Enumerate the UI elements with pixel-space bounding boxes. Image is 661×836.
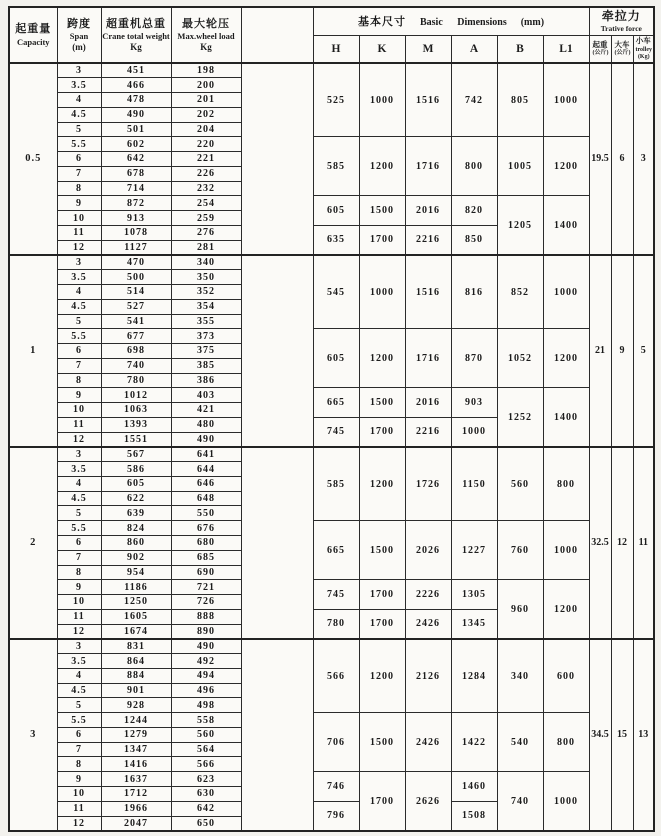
wheel-load-cell: 490	[171, 432, 241, 447]
dim-a-cell: 816	[451, 255, 497, 329]
span-cell: 7	[57, 166, 101, 181]
tractive-trolley-cell: 3	[633, 63, 654, 255]
tractive-crane-travel-cell: 9	[611, 255, 633, 447]
weight-cell: 884	[101, 668, 171, 683]
wheel-load-cell: 480	[171, 417, 241, 432]
weight-cell: 478	[101, 93, 171, 108]
basic-dimensions-group-header: 基本尺寸 Basic Dimensions (mm)	[313, 7, 589, 35]
weight-cell: 490	[101, 107, 171, 122]
tractive-force-group-header: 牵拉力 Trative force	[589, 7, 654, 35]
dim-m-cell: 1516	[405, 63, 451, 137]
dim-b-cell: 760	[497, 521, 543, 580]
dim-k-cell: 1000	[359, 63, 405, 137]
dim-k-cell: 1700	[359, 225, 405, 255]
wheel-load-cell: 642	[171, 801, 241, 816]
capacity-column-header: 起重量 Capacity	[9, 7, 57, 63]
span-cell: 6	[57, 727, 101, 742]
dim-a-cell: 1150	[451, 447, 497, 521]
dim-k-cell: 1700	[359, 580, 405, 610]
wheel-load-cell: 201	[171, 93, 241, 108]
weight-cell: 2047	[101, 816, 171, 831]
weight-cell: 831	[101, 639, 171, 654]
tractive-hoist-cell: 21	[589, 255, 611, 447]
capacity-cell: 0.5	[9, 63, 57, 255]
dim-b-cell: 1052	[497, 329, 543, 388]
weight-cell: 1605	[101, 609, 171, 624]
span-cell: 4.5	[57, 491, 101, 506]
span-cell: 10	[57, 595, 101, 610]
dim-l1-cell: 800	[543, 713, 589, 772]
span-cell: 7	[57, 550, 101, 565]
wheel-load-cell: 281	[171, 240, 241, 255]
span-cell: 4	[57, 284, 101, 299]
weight-cell: 1244	[101, 713, 171, 728]
dim-a-cell: 1227	[451, 521, 497, 580]
tractive-hoist-cell: 32.5	[589, 447, 611, 639]
dim-h-cell: 525	[313, 63, 359, 137]
wheel-load-cell: 254	[171, 196, 241, 211]
dim-a-cell: 1460	[451, 772, 497, 802]
weight-cell: 698	[101, 344, 171, 359]
capacity-cell: 1	[9, 255, 57, 447]
tractive-trolley-cell: 13	[633, 639, 654, 831]
weight-cell: 602	[101, 137, 171, 152]
dim-a-cell: 903	[451, 388, 497, 418]
dim-k-cell: 1200	[359, 639, 405, 713]
weight-cell: 1674	[101, 624, 171, 639]
dim-l1-cell: 1000	[543, 772, 589, 831]
weight-cell: 1637	[101, 772, 171, 787]
span-cell: 11	[57, 417, 101, 432]
span-cell: 5.5	[57, 521, 101, 536]
crane-spec-table	[8, 6, 655, 832]
wheel-load-cell: 550	[171, 506, 241, 521]
weight-cell: 780	[101, 373, 171, 388]
tractive-trolley-cell: 11	[633, 447, 654, 639]
dim-b-cell: 852	[497, 255, 543, 329]
wheel-load-cell: 200	[171, 78, 241, 93]
dim-a-cell: 800	[451, 137, 497, 196]
capacity-cell: 2	[9, 447, 57, 639]
weight-cell: 677	[101, 329, 171, 344]
wheel-load-cell: 641	[171, 447, 241, 462]
dim-h-cell: 706	[313, 713, 359, 772]
dim-l1-cell: 1000	[543, 521, 589, 580]
wheel-load-cell: 490	[171, 639, 241, 654]
span-cell: 10	[57, 403, 101, 418]
dim-h-cell: 566	[313, 639, 359, 713]
dim-l1-cell: 1200	[543, 137, 589, 196]
weight-cell: 913	[101, 211, 171, 226]
weight-cell: 451	[101, 63, 171, 78]
wheel-load-cell: 198	[171, 63, 241, 78]
span-cell: 3.5	[57, 654, 101, 669]
weight-cell: 901	[101, 683, 171, 698]
dim-b-cell: 1005	[497, 137, 543, 196]
weight-cell: 1393	[101, 417, 171, 432]
wheel-load-cell: 204	[171, 122, 241, 137]
dim-h-cell: 745	[313, 417, 359, 447]
wheel-load-cell: 220	[171, 137, 241, 152]
dim-b-cell: 540	[497, 713, 543, 772]
dim-h-cell: 796	[313, 801, 359, 831]
wheel-load-cell: 375	[171, 344, 241, 359]
data-row	[9, 137, 654, 152]
dim-l1-cell: 1200	[543, 329, 589, 388]
weight-cell: 1347	[101, 742, 171, 757]
wheel-load-cell: 340	[171, 255, 241, 270]
dim-a-cell: 1284	[451, 639, 497, 713]
weight-cell: 1063	[101, 403, 171, 418]
weight-cell: 586	[101, 462, 171, 477]
dim-b-cell: 1252	[497, 388, 543, 447]
span-cell: 3	[57, 639, 101, 654]
weight-cell: 1279	[101, 727, 171, 742]
span-cell: 3.5	[57, 270, 101, 285]
weight-cell: 864	[101, 654, 171, 669]
weight-cell: 639	[101, 506, 171, 521]
span-cell: 12	[57, 624, 101, 639]
weight-cell: 1551	[101, 432, 171, 447]
wheel-load-cell: 560	[171, 727, 241, 742]
data-row	[9, 713, 654, 728]
weight-cell: 567	[101, 447, 171, 462]
dim-b-cell: 560	[497, 447, 543, 521]
blank-cell	[241, 447, 313, 639]
data-row	[9, 388, 654, 403]
span-cell: 3.5	[57, 78, 101, 93]
dim-a-cell: 820	[451, 196, 497, 226]
dim-m-cell: 2426	[405, 713, 451, 772]
dim-h-cell: 605	[313, 196, 359, 226]
dim-k-cell: 1500	[359, 388, 405, 418]
wheel-load-cell: 354	[171, 299, 241, 314]
dim-m-cell: 2216	[405, 225, 451, 255]
data-row	[9, 255, 654, 270]
tractive-crane-travel-cell: 12	[611, 447, 633, 639]
dim-l1-cell: 1000	[543, 63, 589, 137]
dim-a-cell: 1422	[451, 713, 497, 772]
weight-cell: 541	[101, 314, 171, 329]
tractive-col-header-trolley: 小车 trolley (Kg)	[633, 35, 654, 63]
weight-cell: 642	[101, 152, 171, 167]
weight-cell: 740	[101, 358, 171, 373]
span-cell: 6	[57, 536, 101, 551]
dim-k-cell: 1700	[359, 772, 405, 831]
wheel-load-cell: 650	[171, 816, 241, 831]
dim-a-cell: 1000	[451, 417, 497, 447]
wheel-load-cell: 690	[171, 565, 241, 580]
dim-col-header-m: M	[405, 35, 451, 63]
span-cell: 4.5	[57, 299, 101, 314]
span-cell: 11	[57, 801, 101, 816]
span-cell: 9	[57, 580, 101, 595]
weight-cell: 860	[101, 536, 171, 551]
blank-cell	[241, 255, 313, 447]
dim-m-cell: 2026	[405, 521, 451, 580]
span-cell: 5	[57, 314, 101, 329]
dim-a-cell: 870	[451, 329, 497, 388]
wheel-load-cell: 352	[171, 284, 241, 299]
wheel-load-cell: 403	[171, 388, 241, 403]
table-body	[9, 63, 654, 831]
data-row	[9, 580, 654, 595]
dim-col-header-a: A	[451, 35, 497, 63]
dim-k-cell: 1500	[359, 521, 405, 580]
span-cell: 5	[57, 698, 101, 713]
wheel-load-cell: 644	[171, 462, 241, 477]
capacity-cell: 3	[9, 639, 57, 831]
wheel-load-cell: 373	[171, 329, 241, 344]
dim-k-cell: 1200	[359, 447, 405, 521]
wheel-load-cell: 890	[171, 624, 241, 639]
dim-h-cell: 665	[313, 521, 359, 580]
dim-l1-cell: 1400	[543, 388, 589, 447]
wheel-load-cell: 350	[171, 270, 241, 285]
weight-cell: 1712	[101, 787, 171, 802]
weight-cell: 928	[101, 698, 171, 713]
wheel-load-cell: 648	[171, 491, 241, 506]
blank-cell	[241, 639, 313, 831]
dim-k-cell: 1500	[359, 713, 405, 772]
dim-col-header-k: K	[359, 35, 405, 63]
span-cell: 4	[57, 668, 101, 683]
dim-a-cell: 1345	[451, 609, 497, 639]
dim-col-header-h: H	[313, 35, 359, 63]
span-cell: 7	[57, 742, 101, 757]
span-cell: 9	[57, 196, 101, 211]
data-row	[9, 639, 654, 654]
dim-b-cell: 960	[497, 580, 543, 639]
dim-b-cell: 340	[497, 639, 543, 713]
wheel-load-cell: 564	[171, 742, 241, 757]
dim-h-cell: 780	[313, 609, 359, 639]
wheel-load-cell: 494	[171, 668, 241, 683]
dim-m-cell: 2216	[405, 417, 451, 447]
weight-cell: 1186	[101, 580, 171, 595]
dim-l1-cell: 1000	[543, 255, 589, 329]
span-cell: 6	[57, 152, 101, 167]
wheel-load-column-header: 最大轮压 Max.wheel load Kg	[171, 7, 241, 63]
weight-cell: 1966	[101, 801, 171, 816]
tractive-hoist-cell: 34.5	[589, 639, 611, 831]
dim-h-cell: 635	[313, 225, 359, 255]
weight-cell: 678	[101, 166, 171, 181]
span-cell: 7	[57, 358, 101, 373]
span-cell: 8	[57, 565, 101, 580]
dim-h-cell: 585	[313, 447, 359, 521]
table-header	[9, 7, 654, 63]
wheel-load-cell: 386	[171, 373, 241, 388]
span-cell: 10	[57, 787, 101, 802]
tractive-crane-travel-cell: 15	[611, 639, 633, 831]
weight-cell: 500	[101, 270, 171, 285]
dim-a-cell: 742	[451, 63, 497, 137]
span-cell: 12	[57, 816, 101, 831]
dim-k-cell: 1500	[359, 196, 405, 226]
weight-cell: 902	[101, 550, 171, 565]
wheel-load-cell: 232	[171, 181, 241, 196]
weight-cell: 1078	[101, 225, 171, 240]
span-cell: 5.5	[57, 137, 101, 152]
tractive-trolley-cell: 5	[633, 255, 654, 447]
span-cell: 4.5	[57, 683, 101, 698]
weight-cell: 1416	[101, 757, 171, 772]
dim-h-cell: 746	[313, 772, 359, 802]
span-cell: 9	[57, 772, 101, 787]
wheel-load-cell: 676	[171, 521, 241, 536]
dim-l1-cell: 600	[543, 639, 589, 713]
dim-b-cell: 805	[497, 63, 543, 137]
blank-column-header	[241, 7, 313, 63]
wheel-load-cell: 498	[171, 698, 241, 713]
wheel-load-cell: 888	[171, 609, 241, 624]
wheel-load-cell: 680	[171, 536, 241, 551]
dim-a-cell: 850	[451, 225, 497, 255]
dim-col-header-l1: L1	[543, 35, 589, 63]
span-cell: 4.5	[57, 107, 101, 122]
span-cell: 5.5	[57, 713, 101, 728]
span-cell: 4	[57, 93, 101, 108]
span-cell: 5	[57, 122, 101, 137]
wheel-load-cell: 623	[171, 772, 241, 787]
weight-cell: 824	[101, 521, 171, 536]
weight-cell: 954	[101, 565, 171, 580]
wheel-load-cell: 421	[171, 403, 241, 418]
wheel-load-cell: 630	[171, 787, 241, 802]
weight-cell: 527	[101, 299, 171, 314]
weight-cell: 514	[101, 284, 171, 299]
wheel-load-cell: 355	[171, 314, 241, 329]
wheel-load-cell: 721	[171, 580, 241, 595]
span-cell: 3	[57, 63, 101, 78]
dim-a-cell: 1508	[451, 801, 497, 831]
wheel-load-cell: 685	[171, 550, 241, 565]
dim-l1-cell: 1400	[543, 196, 589, 255]
weight-cell: 1250	[101, 595, 171, 610]
dim-m-cell: 2226	[405, 580, 451, 610]
span-cell: 11	[57, 225, 101, 240]
dim-h-cell: 665	[313, 388, 359, 418]
dim-h-cell: 745	[313, 580, 359, 610]
dim-h-cell: 585	[313, 137, 359, 196]
wheel-load-cell: 226	[171, 166, 241, 181]
data-row	[9, 329, 654, 344]
span-cell: 10	[57, 211, 101, 226]
wheel-load-cell: 385	[171, 358, 241, 373]
span-cell: 12	[57, 432, 101, 447]
dim-m-cell: 2126	[405, 639, 451, 713]
span-cell: 8	[57, 181, 101, 196]
weight-cell: 470	[101, 255, 171, 270]
span-cell: 6	[57, 344, 101, 359]
dim-m-cell: 1726	[405, 447, 451, 521]
weight-cell: 1012	[101, 388, 171, 403]
dim-m-cell: 1516	[405, 255, 451, 329]
span-cell: 12	[57, 240, 101, 255]
data-row	[9, 772, 654, 787]
dim-m-cell: 2626	[405, 772, 451, 831]
dim-m-cell: 1716	[405, 137, 451, 196]
dim-m-cell: 2426	[405, 609, 451, 639]
wheel-load-cell: 492	[171, 654, 241, 669]
blank-cell	[241, 63, 313, 255]
dim-k-cell: 1200	[359, 329, 405, 388]
span-cell: 5	[57, 506, 101, 521]
span-cell: 3	[57, 447, 101, 462]
data-row	[9, 521, 654, 536]
dim-a-cell: 1305	[451, 580, 497, 610]
tractive-crane-travel-cell: 6	[611, 63, 633, 255]
weight-cell: 501	[101, 122, 171, 137]
data-row	[9, 63, 654, 78]
wheel-load-cell: 259	[171, 211, 241, 226]
weight-cell: 714	[101, 181, 171, 196]
span-cell: 11	[57, 609, 101, 624]
span-cell: 5.5	[57, 329, 101, 344]
dim-h-cell: 605	[313, 329, 359, 388]
wheel-load-cell: 276	[171, 225, 241, 240]
span-column-header: 跨度 Span (m)	[57, 7, 101, 63]
data-row	[9, 196, 654, 211]
span-cell: 3	[57, 255, 101, 270]
span-cell: 4	[57, 476, 101, 491]
data-row	[9, 447, 654, 462]
weight-cell: 622	[101, 491, 171, 506]
wheel-load-cell: 726	[171, 595, 241, 610]
wheel-load-cell: 558	[171, 713, 241, 728]
dim-b-cell: 740	[497, 772, 543, 831]
wheel-load-cell: 646	[171, 476, 241, 491]
weight-cell: 872	[101, 196, 171, 211]
wheel-load-cell: 202	[171, 107, 241, 122]
span-cell: 9	[57, 388, 101, 403]
weight-cell: 466	[101, 78, 171, 93]
tractive-col-header-crane-travel: 大车 (公斤)	[611, 35, 633, 63]
dim-k-cell: 1700	[359, 417, 405, 447]
tractive-col-header-hoist: 起重 (公斤)	[589, 35, 611, 63]
span-cell: 8	[57, 757, 101, 772]
dim-k-cell: 1200	[359, 137, 405, 196]
span-cell: 8	[57, 373, 101, 388]
dim-h-cell: 545	[313, 255, 359, 329]
dim-b-cell: 1205	[497, 196, 543, 255]
dim-l1-cell: 1200	[543, 580, 589, 639]
span-cell: 3.5	[57, 462, 101, 477]
dim-k-cell: 1000	[359, 255, 405, 329]
dim-k-cell: 1700	[359, 609, 405, 639]
weight-column-header: 超重机总重 Crane total weight Kg	[101, 7, 171, 63]
dim-l1-cell: 800	[543, 447, 589, 521]
dim-m-cell: 2016	[405, 196, 451, 226]
wheel-load-cell: 496	[171, 683, 241, 698]
wheel-load-cell: 566	[171, 757, 241, 772]
dim-m-cell: 2016	[405, 388, 451, 418]
dim-m-cell: 1716	[405, 329, 451, 388]
weight-cell: 1127	[101, 240, 171, 255]
wheel-load-cell: 221	[171, 152, 241, 167]
tractive-hoist-cell: 19.5	[589, 63, 611, 255]
weight-cell: 605	[101, 476, 171, 491]
dim-col-header-b: B	[497, 35, 543, 63]
